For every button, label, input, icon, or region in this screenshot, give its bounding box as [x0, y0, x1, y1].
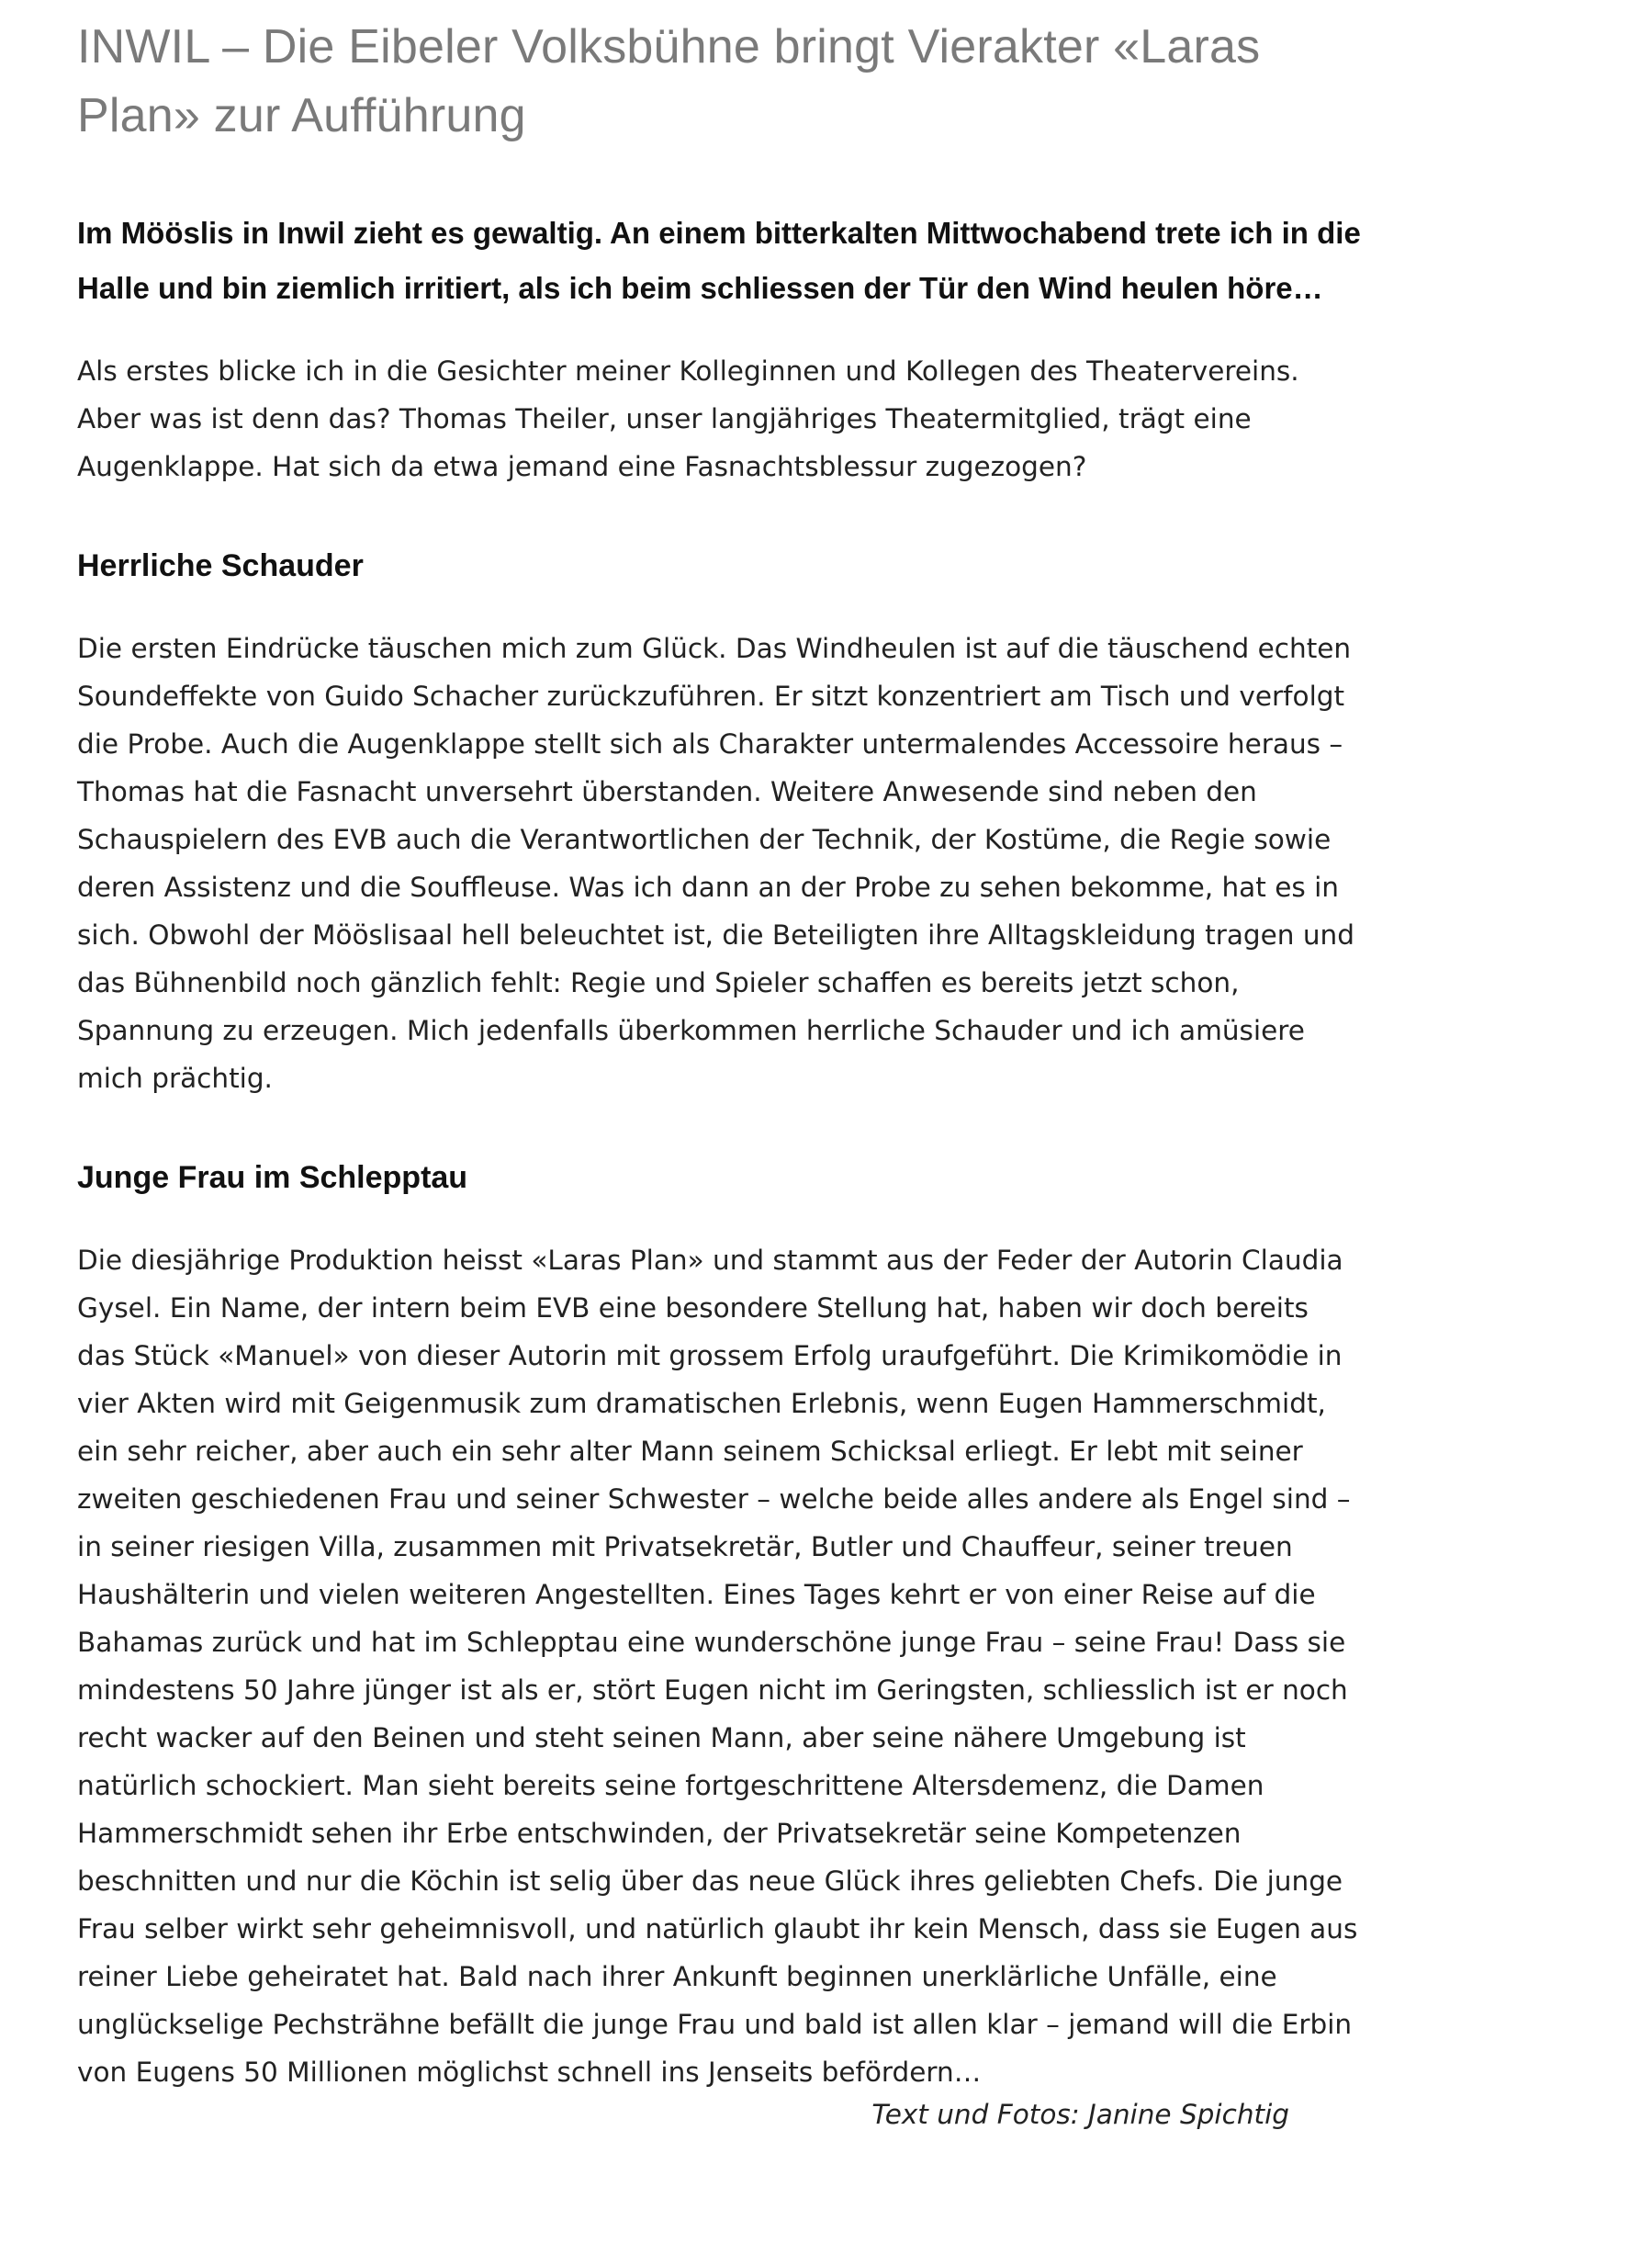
section-heading-junge-frau: Junge Frau im Schlepptau	[77, 1160, 468, 1195]
section-body-junge-frau: Die diesjährige Produktion heisst «Laras Plan» und stammt aus der Feder der Autorin Claudia Gysel. Ein Name, der intern beim EVB eine besondere Stellung hat, haben wir doch bereits das Stück «Manuel» von dieser Autorin mit grossem Erfolg uraufgeführt. Die Krimikomödie in vier Akten wird mit Geigenmusik zum dramatischen Erlebnis, wenn Eugen Hammerschmidt, ein sehr reicher, aber auch ein sehr alter Mann seinem Schicksal erliegt. Er lebt mit seiner zweiten geschiedenen Frau und seiner Schwester – welche beide alles andere als Engel sind – in seiner riesigen Villa, zusammen mit Privatsekretär, Butler und Chauffeur, seiner treuen Haushälterin und vielen weiteren Angestellten. Eines Tages kehrt er von einer Reise auf die Bahamas zurück und hat im Schlepptau eine wunderschöne junge Frau – seine Frau! Dass sie mindestens 50 Jahre jünger ist als er, stört Eugen nicht im Geringsten, schliesslich ist er noch recht wacker auf den Beinen und steht seinen Mann, aber seine nähere Umgebung ist natürlich schockiert. Man sieht bereits seine fortgeschrittene Altersdemenz, die Damen Hammerschmidt sehen ihr Erbe entschwinden, der Privatsekretär seine Kompetenzen beschnitten und nur die Köchin ist selig über das neue Glück ihres geliebten Chefs. Die junge Frau selber wirkt sehr geheimnisvoll, und natürlich glaubt ihr kein Mensch, dass sie Eugen aus reiner Liebe geheiratet hat. Bald nach ihrer Ankunft beginnen unerklärliche Unfälle, eine unglückselige Pechsträhne befällt die junge Frau und bald ist allen klar – jemand will die Erbin von Eugens 50 Millionen möglichst schnell ins Jenseits befördern…	[77, 1245, 1358, 2088]
article-intro-paragraph: Als erstes blicke ich in die Gesichter meiner Kolleginnen und Kollegen des Theatervereins. Aber was ist denn das? Thomas Theiler, unser langjähriges Theatermitglied, trägt eine Augenklappe. Hat sich da etwa jemand eine Fasnachtsblessur zugezogen?	[77, 355, 1299, 482]
article	[77, 0, 1363, 2138]
article-title: INWIL – Die Eibeler Volksbühne bringt Vierakter «Laras Plan» zur Aufführung	[77, 20, 1261, 142]
section-body-herrliche-schauder: Die ersten Eindrücke täuschen mich zum Glück. Das Windheulen ist auf die täuschend echten Soundeffekte von Guido Schacher zurückzuführen. Er sitzt konzentriert am Tisch und verfolgt die Probe. Auch die Augenklappe stellt sich als Charakter untermalendes Accessoire heraus – Thomas hat die Fasnacht unversehrt überstanden. Weitere Anwesende sind neben den Schauspielern des EVB auch die Verantwortlichen der Technik, der Kostüme, die Regie sowie deren Assistenz und die Souffleuse. Was ich dann an der Probe zu sehen bekomme, hat es in sich. Obwohl der Mööslisaal hell beleuchtet ist, die Beteiligten ihre Alltagskleidung tragen und das Bühnenbild noch gänzlich fehlt: Regie und Spieler schaffen es bereits jetzt schon, Spannung zu erzeugen. Mich jedenfalls überkommen herrliche Schauder und ich amüsiere mich prächtig.	[77, 633, 1354, 1094]
photo-credit: Text und Fotos: Janine Spichtig	[871, 2099, 1289, 2130]
section-heading-herrliche-schauder: Herrliche Schauder	[77, 548, 364, 583]
article-lead: Im Mööslis in Inwil zieht es gewaltig. An einem bitterkalten Mittwochabend trete ich in die Halle und bin ziemlich irritiert, als ich beim schliessen der Tür den Wind heulen höre…	[77, 216, 1361, 305]
